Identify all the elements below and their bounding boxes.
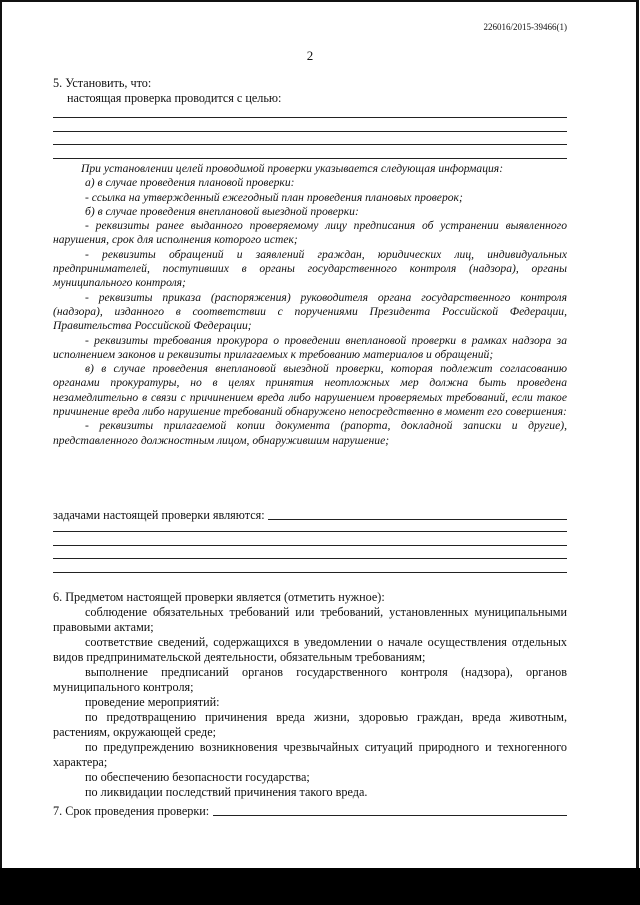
purpose-label: настоящая проверка проводится с целью: <box>67 91 282 105</box>
section-6 <box>53 590 567 800</box>
term-label: 7. Срок проведения проверки: <box>53 804 210 818</box>
fill-line <box>53 558 567 559</box>
tasks-fill-line <box>268 519 567 520</box>
instruction-item: - реквизиты требования прокурора о проведении внеплановой проверки в рамках надзора за исполнением законов и реквизиты прилагаемых к требованию материалов и обращений; <box>53 333 567 361</box>
purpose-instructions <box>53 162 567 448</box>
section-7 <box>53 804 567 819</box>
term-row <box>53 804 567 819</box>
section-6-heading: 6. Предметом настоящей проверки является (отметить нужное): <box>53 590 385 604</box>
tasks-label: задачами настоящей проверки являются: <box>53 508 265 522</box>
instruction-item: - реквизиты прилагаемой копии документа (рапорта, докладной записки и другие), представленного должностным лицом, обнаружившим нарушение; <box>53 419 567 447</box>
fill-line <box>53 158 567 159</box>
tasks-fill-lines <box>53 531 567 573</box>
subject-item: соблюдение обязательных требований или требований, установленных муниципальными правовыми актами; <box>53 605 567 634</box>
document-id: 226016/2015-39466(1) <box>483 22 567 32</box>
tasks-row <box>53 508 567 523</box>
fill-line <box>53 545 567 546</box>
term-fill-line <box>213 815 567 816</box>
fill-line <box>53 131 567 132</box>
instruction-item: - реквизиты ранее выданного проверяемому лицу предписания об устранении выявленного нарушения, срок для исполнения которого истек; <box>53 219 567 247</box>
instruction-item: в) в случае проведения внеплановой выездной проверки, которая подлежит согласованию органами прокуратуры, но в целях принятия неотложных мер должна быть проведена незамедлительно в связи с причинением вреда либо нарушением проверяемых требований, если такое причинение вреда либо нарушение требований обнаружено непосредственно в момент его совершения: <box>53 362 567 419</box>
page-number: 2 <box>306 48 314 63</box>
scan-bottom-border <box>0 868 640 905</box>
subject-item: выполнение предписаний органов государственного контроля (надзора), органов муниципального контроля; <box>53 665 567 694</box>
fill-line <box>53 572 567 573</box>
subject-item: соответствие сведений, содержащихся в уведомлении о начале осуществления отдельных видов предпринимательской деятельности, обязательным требованиям; <box>53 635 567 664</box>
subject-item: по предупреждению возникновения чрезвычайных ситуаций природного и техногенного характера; <box>53 740 567 769</box>
subject-item: по предотвращению причинения вреда жизни, здоровью граждан, вреда животным, растениям, окружающей среде; <box>53 710 567 739</box>
instruction-item: б) в случае проведения внеплановой выездной проверки: <box>85 204 359 218</box>
subject-item: по ликвидации последствий причинения такого вреда. <box>85 785 368 799</box>
fill-line <box>53 144 567 145</box>
section-5-heading: 5. Установить, что: <box>53 76 152 90</box>
subject-item: по обеспечению безопасности государства; <box>85 770 310 784</box>
fill-line <box>53 117 567 118</box>
tasks-section <box>53 508 567 585</box>
instruction-item: - реквизиты обращений и заявлений граждан, юридических лиц, индивидуальных предпринимателей, поступивших в органы государственного контроля (надзора), органы муниципального контроля; <box>53 247 567 290</box>
subject-item: проведение мероприятий: <box>85 695 220 709</box>
fill-line <box>53 531 567 532</box>
instruction-item: - ссылка на утвержденный ежегодный план проведения плановых проверок; <box>85 190 463 204</box>
instruction-item: а) в случае проведения плановой проверки: <box>85 176 295 190</box>
section-5 <box>53 76 567 106</box>
instruction-item: - реквизиты приказа (распоряжения) руководителя органа государственного контроля (надзора), изданного в соответствии с поручениями Президента Российской Федерации, Правительства Российской Федерации; <box>53 290 567 333</box>
instruction-intro: При установлении целей проводимой проверки указывается следующая информация: <box>81 162 504 175</box>
